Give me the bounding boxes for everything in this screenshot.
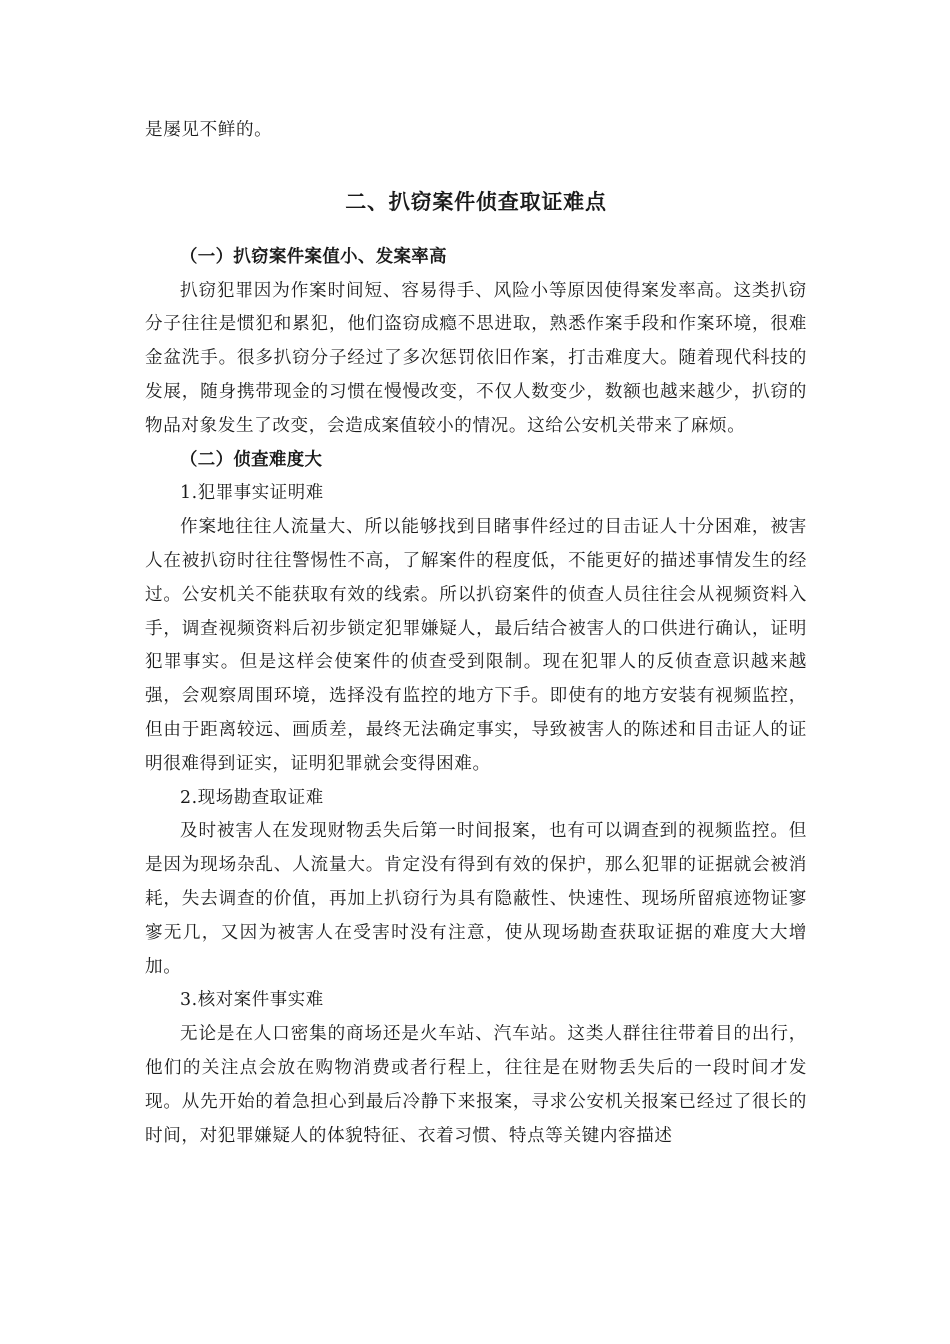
section-title: 二、扒窃案件侦查取证难点 [345,189,607,214]
lead-line: 是屡见不鲜的。 [145,120,273,140]
item-2-label: 2.现场勘查取证难 [180,787,324,808]
item-1-label: 1.犯罪事实证明难 [180,483,324,504]
subsection-1-title: （一）扒窃案件案值小、发案率高 [180,246,447,267]
item-3-paragraph: 无论是在人口密集的商场还是火车站、汽车站。这类人群往往带着目的出行，他们的关注点会放在购物消费或者行程上，往往是在财物丢失后的一段时间才发现。从先开始的着急担心到最后冷静下来报案，寻求公安机关报案已经过了很长的时间，对犯罪嫌疑人的体貌特征、衣着习惯、特点等关键内容描述 [145,1024,807,1146]
subsection-1-paragraph: 扒窃犯罪因为作案时间短、容易得手、风险小等原因使得案发率高。这类扒窃分子往往是惯犯和累犯，他们盗窃成瘾不思进取，熟悉作案手段和作案环境，很难金盆洗手。很多扒窃分子经过了多次惩罚依旧作案，打击难度大。随着现代科技的发展，随身携带现金的习惯在慢慢改变，不仅人数变少，数额也越来越少，扒窃的物品对象发生了改变，会造成案值较小的情况。这给公安机关带来了麻烦。 [145,280,807,436]
item-2-paragraph: 及时被害人在发现财物丢失后第一时间报案，也有可以调查到的视频监控。但是因为现场杂乱、人流量大。肯定没有得到有效的保护，那么犯罪的证据就会被消耗，失去调查的价值，再加上扒窃行为具有隐蔽性、快速性、现场所留痕迹物证寥寥无几，又因为被害人在受害时没有注意，使从现场勘查获取证据的难度大大增加。 [145,821,807,977]
subsection-2-title: （二）侦查难度大 [180,449,323,470]
item-1-paragraph: 作案地往往人流量大、所以能够找到目睹事件经过的目击证人十分困难，被害人在被扒窃时往往警惕性不高，了解案件的程度低，不能更好的描述事情发生的经过。公安机关不能获取有效的线索。所以扒窃案件的侦查人员往往会从视频资料入手，调查视频资料后初步锁定犯罪嫌疑人，最后结合被害人的口供进行确认，证明犯罪事实。但是这样会使案件的侦查受到限制。现在犯罪人的反侦查意识越来越强，会观察周围环境，选择没有监控的地方下手。即使有的地方安装有视频监控，但由于距离较远、画质差，最终无法确定事实，导致被害人的陈述和目击证人的证明很难得到证实，证明犯罪就会变得困难。 [145,517,807,774]
item-3-label: 3.核对案件事实难 [180,990,324,1011]
document-body [145,114,807,1153]
